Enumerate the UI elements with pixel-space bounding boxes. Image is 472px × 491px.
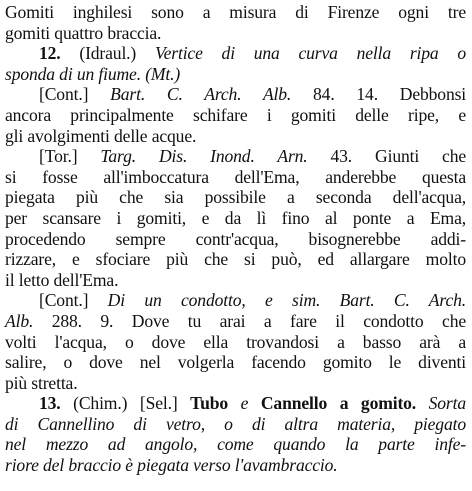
domain-tag: (Idraul.) (79, 43, 137, 64)
definition: Di un condotto, e sim. (107, 290, 321, 311)
definition: Sorta (428, 393, 467, 414)
editor-bracket: [Cont.] (39, 290, 89, 311)
editor-bracket: [Tor.] (39, 146, 78, 167)
sense-12-line-1 (5, 43, 466, 64)
citation-number: 288. 9. (51, 310, 114, 331)
citation-3-line-4: salire, o dove nel volgerla facendo gomito le diventi (5, 352, 466, 373)
citation-number: 43. (330, 146, 353, 167)
citation-3-line-5: più stretta. (5, 372, 78, 393)
citation-reference: Bart. C. Arch. (339, 290, 466, 311)
citation-reference: Bart. C. Arch. Alb. (110, 84, 292, 105)
citation-3-line-2 (5, 311, 466, 332)
intro-line-1: Gomiti inghilesi sono a misura di Firenze ogni tre (5, 2, 466, 22)
definition: sponda di un fiume. (5, 63, 141, 84)
citation-1-line-3: gli avolgimenti delle acque. (5, 125, 197, 146)
citation-reference: Alb. (5, 310, 34, 331)
sense-number: 12. (39, 43, 61, 64)
editor-bracket: [Cont.] (39, 84, 89, 105)
citation-2-line-3: piegata più che sia possibile a seconda dell'acqua, (5, 187, 466, 208)
citation-text: Debbonsi (399, 84, 467, 105)
citation-2-line-4: per scansare i gomiti, e da lì fino al ponte a Ema, (5, 207, 466, 228)
headword: Tubo (190, 393, 229, 414)
source-abbrev: (Mt.) (145, 63, 181, 84)
editor-bracket: [Sel.] (139, 393, 178, 414)
citation-3-line-3: volti l'acqua, o dove ella trovandosi a basso arà a (5, 331, 466, 352)
sense-13-line-3: nel mezzo ad angolo, come quando la parte infe- (5, 434, 466, 455)
sense-13-line-1 (5, 393, 466, 414)
headword-conjunction: e (240, 393, 249, 414)
citation-2-line-1 (5, 146, 466, 167)
citation-3-line-1 (5, 290, 466, 311)
citation-text: Giunti che (375, 146, 467, 167)
citation-text: Dove tu arai a fare il condotto che (131, 310, 467, 331)
definition: Vertice di una curva nella ripa o (154, 43, 467, 64)
sense-13-line-4: riore del braccio è piegata verso l'avambraccio. (5, 455, 338, 476)
sense-12-line-2 (5, 64, 466, 85)
citation-2-line-7: il letto dell'Ema. (5, 269, 119, 290)
citation-1-line-2: ancora principalmente schifare i gomiti delle ripe, e (5, 104, 466, 125)
sense-number: 13. (39, 393, 61, 414)
headword: Cannello a gomito. (260, 393, 417, 414)
intro-line-2: gomiti quattro braccia. (5, 22, 162, 43)
citation-2-line-6: rizzare, e sfociare più che si può, ed allargare molto (5, 249, 466, 270)
citation-number: 84. 14. (313, 84, 378, 105)
citation-reference: Targ. Dis. Inond. Arn. (100, 146, 308, 167)
citation-1-line-1 (5, 84, 466, 105)
citation-2-line-5: procedendo sempre contr'acqua, bisognerebbe addi- (5, 228, 466, 249)
sense-13-line-2: di Cannellino di vetro, o di altra materia, piegato (5, 413, 466, 434)
domain-tag: (Chim.) (73, 393, 128, 414)
citation-2-line-2: si fosse all'imboccatura dell'Ema, anderebbe questa (5, 166, 466, 187)
